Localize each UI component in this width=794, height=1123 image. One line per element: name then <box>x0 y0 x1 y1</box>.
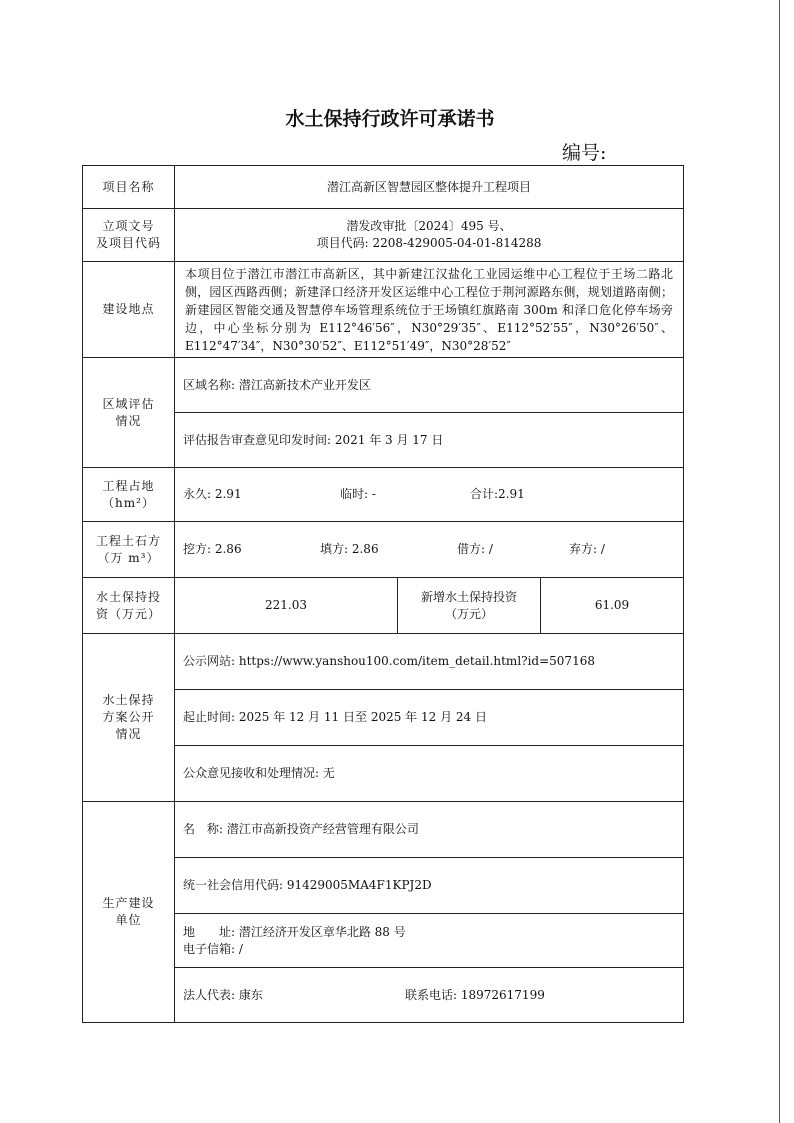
label-line: 及项目代码 <box>95 236 161 250</box>
label-line: 资（万元） <box>95 606 161 621</box>
label-line: 水土保持投 <box>95 589 161 604</box>
value <box>175 209 684 262</box>
row-land <box>83 468 684 522</box>
website: 公示网站: https://www.yanshou100.com/item_detail.html?id=507168 <box>175 634 684 690</box>
cut: 挖方: 2.86 <box>183 542 242 556</box>
label <box>83 358 175 468</box>
label <box>83 468 175 522</box>
phone: 联系电话: 18972617199 <box>405 987 545 1002</box>
label-line: 情况 <box>115 727 142 741</box>
label-line: 工程土石方 <box>95 533 161 548</box>
address <box>175 914 684 968</box>
label <box>83 578 175 634</box>
label-line: 工程占地 <box>102 478 155 493</box>
value: 潜江高新区智慧园区整体提升工程项目 <box>175 166 684 209</box>
label-line: 区域评估 <box>102 396 155 411</box>
value-line: 潜发改审批〔2024〕495 号、 <box>346 219 512 233</box>
period: 起止时间: 2025 年 12 月 11 日至 2025 年 12 月 24 日 <box>175 690 684 746</box>
label-line: 立项文号 <box>102 219 155 233</box>
row-location <box>83 262 684 358</box>
row-approval <box>83 209 684 262</box>
label-line: （hm²） <box>102 495 155 510</box>
label <box>83 802 175 1023</box>
commitment-table <box>82 165 684 1023</box>
row-investment <box>83 578 684 634</box>
address-line: 地 址: 潜江经济开发区章华北路 88 号 <box>183 924 406 939</box>
label <box>83 522 175 578</box>
credit-code: 统一社会信用代码: 91429005MA4F1KPJ2D <box>175 858 684 914</box>
label-line: 单位 <box>115 913 142 927</box>
legal <box>175 968 684 1023</box>
permanent: 永久: 2.91 <box>183 487 242 501</box>
feedback: 公众意见接收和处理情况: 无 <box>175 746 684 802</box>
temporary: 临时: - <box>340 487 376 501</box>
legal-rep: 法人代表: 康东 <box>183 987 263 1002</box>
value <box>175 522 684 578</box>
waste: 弃方: / <box>569 542 605 556</box>
label-line: （万元） <box>444 606 493 621</box>
value-line: 项目代码: 2208-429005-04-01-814288 <box>316 236 542 250</box>
total: 合计:2.91 <box>470 487 525 501</box>
document-title: 水土保持行政许可承诺书 <box>285 108 495 130</box>
label <box>83 634 175 802</box>
label-line: 情况 <box>115 413 142 428</box>
label: 项目名称 <box>83 166 175 209</box>
label-line: （万 m³） <box>97 550 160 565</box>
email-line: 电子信箱: / <box>183 941 243 956</box>
borrow: 借方: / <box>457 542 493 556</box>
value <box>175 468 684 522</box>
new-investment-value: 61.09 <box>541 578 684 634</box>
new-investment-label <box>398 578 541 634</box>
label-line: 新增水土保持投资 <box>420 589 517 604</box>
row-project-name <box>83 166 684 209</box>
page-edge <box>779 0 780 1123</box>
label-line: 生产建设 <box>102 896 155 910</box>
row-unit-name <box>83 802 684 858</box>
fill: 填方: 2.86 <box>320 542 379 556</box>
row-region <box>83 358 684 413</box>
number-label: 编号: <box>562 142 607 164</box>
unit-name: 名 称: 潜江市高新投资产经营管理有限公司 <box>175 802 684 858</box>
label-line: 方案公开 <box>102 710 155 724</box>
label-line: 水土保持 <box>102 693 155 707</box>
region-name: 区域名称: 潜江高新技术产业开发区 <box>175 358 684 413</box>
row-disclosure-website <box>83 634 684 690</box>
region-date: 评估报告审查意见印发时间: 2021 年 3 月 17 日 <box>175 413 684 468</box>
value: 本项目位于潜江市潜江市高新区，其中新建江汉盐化工业园运维中心工程位于王场二路北侧，园区西路西侧；新建泽口经济开发区运维中心工程位于荆河源路东侧，规划道路南侧；新建园区智能交通及智慧停车场管理系统位于王场镇红旗路南 300m 和泽口危化停车场旁边，中心坐标分别为 E112°46′56″，N30°29′35″、E112°52′55″，N30°26′50″、E112°47′34″，N30°30′52″、E112°51′49″，N30°28′52″ <box>175 262 684 358</box>
label <box>83 209 175 262</box>
row-earth <box>83 522 684 578</box>
investment-value: 221.03 <box>175 578 398 634</box>
label: 建设地点 <box>83 262 175 358</box>
